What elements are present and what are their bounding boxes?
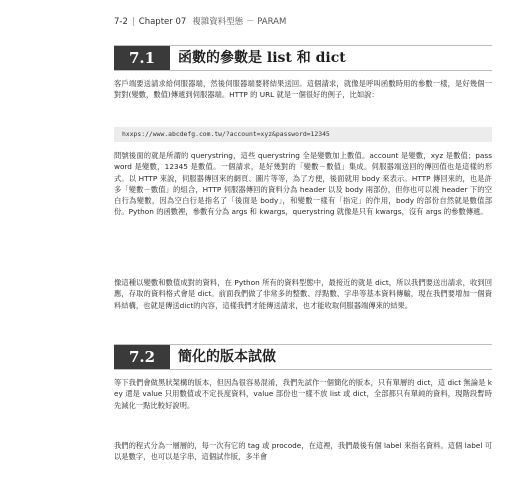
section-number: 7.1	[114, 46, 170, 70]
running-header	[114, 14, 474, 30]
paragraph-program-layers: 我們的程式分為一層層的，每一次有它的 tag 或 procode，在這裡，我們最後有個 label 來指名資料。這個 label 可以是數字，也可以是字串，這個試作版，多半會	[114, 441, 492, 462]
header-separator: |	[131, 17, 135, 27]
section-title: 簡化的版本試做	[178, 349, 276, 365]
section-heading-7-1	[114, 45, 492, 71]
paragraph-querystring: 問號後面的就是所謂的 querystring，這些 querystring 全是變數加上數值。account 是變數，xyz 是數值；password 是變數，12345 是數值。一個請求，是好幾對的「變數－數值」集成。伺服器端送回的傳回值也是這樣的形式。以 HTTP 來說，伺服器傳回來的網頁、圖片等等，為了方便，後面就用 body 來表示。HTTP 傳回來的，也是許多「變數－數值」的組合，HTTP 伺服器傳回的資料分為 header 以及 body 兩部份，但你也可以視 header 下的空白行為變數，因為空白行是指名了「後面是 body」，和變數一樣有「指定」的作用，body 的部份自然就是數值部份。Python 的函數裡，參數有分為 args 和 kwargs，querystring 就像是只有 kwargs，沒有 args 的參數傳遞。	[114, 151, 492, 217]
code-block	[114, 127, 492, 142]
paragraph-simplified: 等下我們會做黑狀架構的版本，但因為很容易混淆，我們先試作一個簡化的版本，只有單層的 dict，這 dict 無論是 key 還是 value 只用數值或不定長度資料，value 部份也一樣不放 list 或 dict，全部都只有單純的資料，現階段暫時先減化一點比較好說明。	[114, 378, 492, 410]
chapter-title: 複雜資料型態 － PARAM	[192, 17, 287, 27]
page-number: 7-2	[114, 17, 128, 27]
section-heading-7-2	[114, 344, 492, 370]
code-url: hxxps://www.abcdefg.com.tw/?account=xyz&password=12345	[122, 130, 330, 138]
section-number: 7.2	[114, 345, 170, 369]
section-title: 函數的參數是 list 和 dict	[178, 50, 346, 66]
chapter-label: Chapter 07	[138, 17, 187, 27]
paragraph-dict: 像這種以變數和數值成對的資料，在 Python 所有的資料型態中，最接近的就是 dict，所以我們要送出請求，收到回應，存取的資料格式會是 dict。前面我們做了非常多的整數、浮點數、字串等基本資料傳輸，現在我們要增加一個資料結構，也就是傳送dict的內容，這樣我們才能傳送請求，也才能收取伺服器端傳來的結果。	[114, 278, 492, 310]
paragraph-intro: 客戶端要送請求給伺服器端，然後伺服器端要將結果送回。這個請求，就像是呼叫函數時用的參數一樣，是好幾個一對對(變數，數值)傳遞到伺服器端。HTTP 的 URL 就是一個很好的例子，比如說：	[114, 79, 492, 100]
